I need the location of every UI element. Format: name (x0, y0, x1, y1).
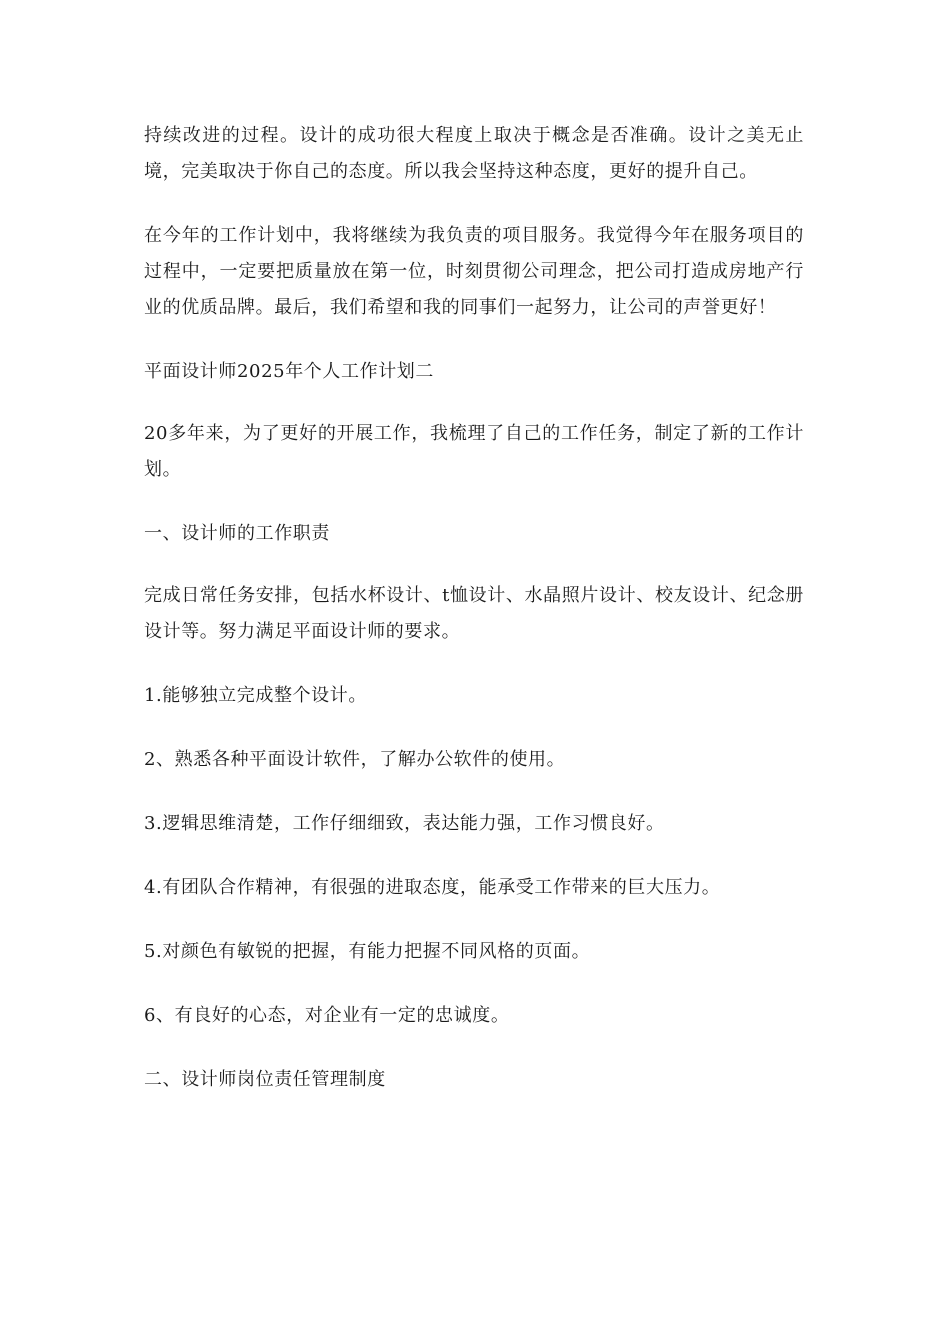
document-body (144, 118, 804, 1124)
paragraph-design-improvement: 持续改进的过程。设计的成功很大程度上取决于概念是否准确。设计之美无止境，完美取决于你自己的态度。所以我会坚持这种态度，更好的提升自己。 (144, 125, 804, 182)
section-heading-management: 二、设计师岗位责任管理制度 (144, 1069, 386, 1090)
list-item-4: 4.有团队合作精神，有很强的进取态度，能承受工作带来的巨大压力。 (144, 877, 721, 898)
list-item-1: 1.能够独立完成整个设计。 (144, 685, 367, 706)
section-title-plan-two: 平面设计师2025年个人工作计划二 (144, 361, 435, 382)
list-item-2: 2、熟悉各种平面设计软件，了解办公软件的使用。 (144, 749, 566, 770)
list-item-6: 6、有良好的心态，对企业有一定的忠诚度。 (144, 1005, 510, 1026)
list-item-5: 5.对颜色有敏锐的把握，有能力把握不同风格的页面。 (144, 941, 591, 962)
section-heading-duties: 一、设计师的工作职责 (144, 523, 330, 544)
paragraph-intro: 20多年来，为了更好的开展工作，我梳理了自己的工作任务，制定了新的工作计划。 (144, 423, 804, 480)
paragraph-work-plan: 在今年的工作计划中，我将继续为我负责的项目服务。我觉得今年在服务项目的过程中，一定要把质量放在第一位，时刻贯彻公司理念，把公司打造成房地产行业的优质品牌。最后，我们希望和我的同事们一起努力，让公司的声誉更好！ (144, 225, 804, 318)
paragraph-daily-tasks: 完成日常任务安排，包括水杯设计、t恤设计、水晶照片设计、校友设计、纪念册设计等。努力满足平面设计师的要求。 (144, 585, 804, 642)
list-item-3: 3.逻辑思维清楚，工作仔细细致，表达能力强，工作习惯良好。 (144, 813, 665, 834)
